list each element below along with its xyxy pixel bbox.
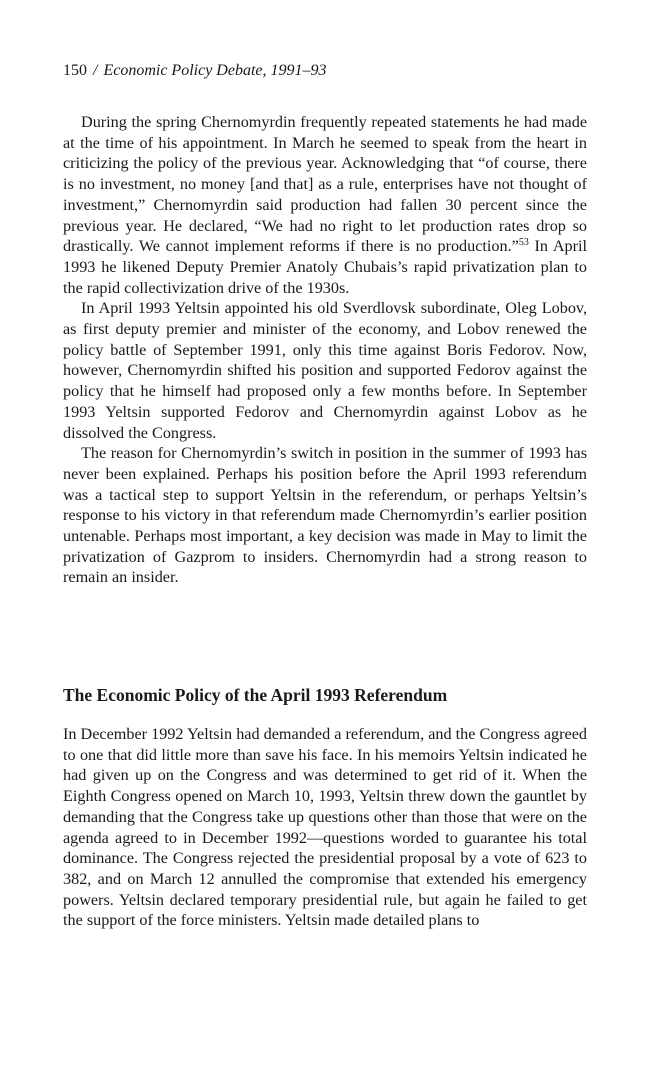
paragraph-1-continuation: In April 1993 he likened Deputy Premier Anatoly Chubais’s rapid privatization plan to the rapid collectivization drive of the 1930s. [63, 237, 587, 297]
body-text-top [63, 112, 587, 588]
paragraph-2: In April 1993 Yeltsin appointed his old Sverdlovsk subordinate, Oleg Lobov, as first deputy premier and minister of the economy, and Lobov renewed the policy battle of September 1991, only this time against Boris Fedorov. Now, however, Chernomyrdin shifted his position and supported Fedorov against the policy that he himself had proposed only a few months before. In September 1993 Yeltsin supported Fedorov and Chernomyrdin against Lobov as he dissolved the Congress. [63, 299, 587, 442]
section-heading: The Economic Policy of the April 1993 Referendum [63, 685, 448, 705]
paragraph-1-text: During the spring Chernomyrdin frequently repeated statements he had made at the time of his appointment. In March he seemed to speak from the heart in criticizing the policy of the previous year. Acknowledging that “of course, there is no investment, no money [and that] as a rule, enterprises have not thought of investment,” Chernomyrdin said production had fallen 30 percent since the previous year. He declared, “We had no right to let production rates drop so drastically. We cannot implement reforms if there is no production.” [63, 113, 587, 256]
body-text-section [63, 724, 587, 931]
header-separator: / [93, 62, 98, 79]
paragraph-3: The reason for Chernomyrdin’s switch in position in the summer of 1993 has never been explained. Perhaps his position before the April 1993 referendum was a tactical step to support Yeltsin in the referendum, or perhaps Yeltsin’s response to his victory in that referendum made Chernomyrdin’s earlier position untenable. Perhaps most important, a key decision was made in May to limit the privatization of Gazprom to insiders. Chernomyrdin had a strong reason to remain an insider. [63, 444, 587, 587]
paragraph-1 [63, 112, 587, 298]
running-title: Economic Policy Debate, 1991–93 [103, 62, 327, 79]
page-number: 150 [63, 62, 87, 79]
footnote-marker-53: 53 [518, 237, 529, 249]
section-paragraph: In December 1992 Yeltsin had demanded a referendum, and the Congress agreed to one that did little more than save his face. In his memoirs Yeltsin indicated he had given up on the Congress and was determined to get rid of it. When the Eighth Congress opened on March 10, 1993, Yeltsin threw down the gauntlet by demanding that the Congress take up questions other than those that were on the agenda agreed to in December 1992—questions worded to guarantee his total dominance. The Congress rejected the presidential proposal by a vote of 623 to 382, and on March 12 annulled the compromise that extended his emergency powers. Yeltsin declared temporary presidential rule, but again he failed to get the support of the force ministers. Yeltsin made detailed plans to [63, 725, 587, 930]
running-header [63, 60, 327, 82]
